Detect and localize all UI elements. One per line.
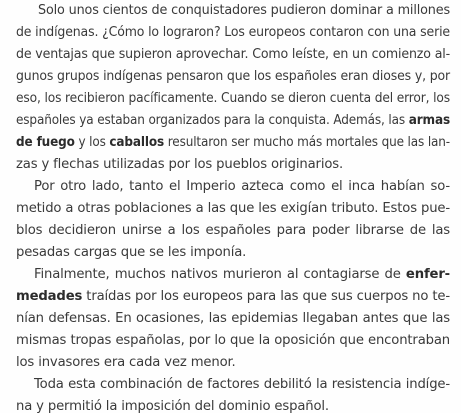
text-run: Solo unos cientos de conquistadores pudieron dominar a millones bbox=[38, 3, 450, 18]
text-line bbox=[0, 264, 461, 286]
text-line bbox=[0, 330, 461, 352]
text-line bbox=[0, 66, 461, 88]
text-line bbox=[0, 198, 461, 220]
text-run: Finalmente, muchos nativos murieron al contagiarse de bbox=[34, 267, 406, 282]
line-content bbox=[16, 154, 343, 176]
text-line bbox=[0, 154, 461, 176]
line-content bbox=[16, 110, 450, 132]
text-run: gunos grupos indígenas pensaron que los españoles eran dioses y, por bbox=[16, 69, 451, 84]
text-line bbox=[0, 374, 461, 396]
text-run: na y permitió la imposición del dominio español. bbox=[16, 399, 329, 414]
line-content bbox=[16, 88, 450, 110]
line-content bbox=[16, 308, 450, 330]
line-content bbox=[16, 44, 450, 66]
text-run: los invasores era cada vez menor. bbox=[16, 355, 236, 370]
text-line bbox=[0, 242, 461, 264]
line-content bbox=[16, 22, 450, 44]
text-run: blos decidieron unirse a los españoles para poder librarse de las bbox=[16, 223, 450, 238]
bold-term: de fuego bbox=[16, 135, 75, 150]
text-run: españoles ya estaban organizados para la conquista. Además, las bbox=[16, 113, 409, 128]
text-line bbox=[0, 176, 461, 198]
line-content bbox=[34, 264, 450, 286]
text-line bbox=[0, 286, 461, 308]
line-content bbox=[38, 0, 450, 22]
text-run: Por otro lado, tanto el Imperio azteca como el inca habían so- bbox=[34, 179, 450, 194]
line-content bbox=[16, 242, 246, 264]
bold-term: caballos bbox=[109, 135, 165, 150]
text-line bbox=[0, 220, 461, 242]
text-line bbox=[0, 132, 461, 154]
text-line bbox=[0, 44, 461, 66]
bold-term: armas bbox=[408, 113, 451, 128]
text-run: nían defensas. En ocasiones, las epidemias llegaban antes que las bbox=[16, 311, 450, 326]
line-content bbox=[16, 330, 450, 352]
text-run: Toda esta combinación de factores debilitó la resistencia indíge- bbox=[34, 377, 450, 392]
line-content bbox=[34, 176, 450, 198]
line-content bbox=[16, 220, 450, 242]
text-run: y los bbox=[74, 135, 110, 150]
line-content bbox=[16, 352, 236, 374]
text-run: traídas por los europeos para las que sus cuerpos no te- bbox=[82, 289, 450, 304]
text-run: eso, los recibieron pacíficamente. Cuando se dieron cuenta del error, los bbox=[16, 91, 451, 106]
text-run: pesadas cargas que se les imponía. bbox=[16, 245, 247, 260]
text-line bbox=[0, 352, 461, 374]
line-content bbox=[16, 198, 450, 220]
text-line bbox=[0, 308, 461, 330]
line-content bbox=[16, 66, 450, 88]
text-run: de indígenas. ¿Cómo lo lograron? Los europeos contaron con una serie bbox=[16, 25, 450, 40]
text-run: mismas tropas españolas, por lo que la oposición que encontraban bbox=[16, 333, 450, 348]
text-run: de ventajas que supieron aprovechar. Como leíste, en un comienzo al- bbox=[16, 47, 451, 62]
text-line bbox=[0, 110, 461, 132]
text-run: zas y flechas utilizadas por los pueblos originarios. bbox=[16, 157, 344, 172]
line-content bbox=[34, 374, 450, 396]
line-content bbox=[16, 132, 450, 154]
text-line bbox=[0, 396, 461, 418]
line-content bbox=[16, 286, 450, 308]
text-run: metido a otras poblaciones a las que les exigían tributo. Estos pue- bbox=[16, 201, 450, 216]
text-line bbox=[0, 22, 461, 44]
text-line bbox=[0, 88, 461, 110]
bold-term: medades bbox=[16, 289, 83, 304]
bold-term: enfer- bbox=[405, 267, 450, 282]
text-line bbox=[0, 0, 461, 22]
line-content bbox=[16, 396, 329, 418]
text-run: resultaron ser mucho más mortales que las lan- bbox=[164, 135, 450, 150]
